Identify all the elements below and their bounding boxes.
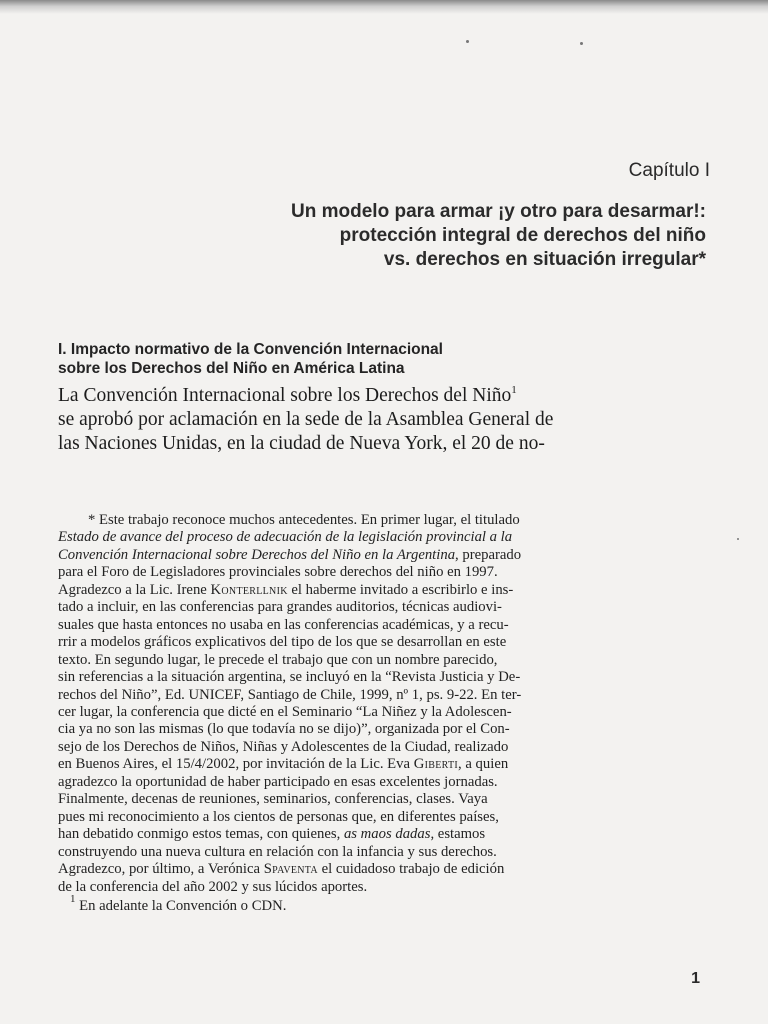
body-line: las Naciones Unidas, en la ciudad de Nueva York, el 20 de no- — [58, 433, 545, 454]
scan-speck — [580, 42, 583, 45]
scan-speck — [466, 40, 469, 43]
footnote-line: cer lugar, la conferencia que dicté en el Seminario “La Niñez y la Adolescen- — [58, 703, 512, 720]
footnote-line: tado a incluir, en las conferencias para grandes auditorios, técnicas audiovi- — [58, 599, 502, 616]
chapter-label: Capítulo I — [628, 160, 710, 181]
footnote-text: el cuidadoso trabajo de edición — [317, 861, 505, 878]
section-heading-line: sobre los Derechos del Niño en América Latina — [58, 360, 405, 377]
footnote-text: han debatido conmigo estos temas, con quienes, — [58, 826, 344, 843]
footnote-reference: 1 — [511, 384, 517, 396]
body-line — [58, 384, 718, 408]
title-line: vs. derechos en situación irregular* — [383, 249, 706, 270]
title-line: Un modelo para armar ¡y otro para desarmar!: — [291, 201, 706, 222]
footnote-text: , a quien — [458, 756, 509, 773]
section-heading — [58, 340, 698, 378]
scan-edge-shadow — [0, 0, 768, 14]
footnote-line: de la conferencia del año 2002 y sus lúcidos aportes. — [58, 878, 368, 895]
footnote-line: * Este trabajo reconoce muchos antecedentes. En primer lugar, el titulado — [88, 512, 520, 528]
body-line: se aprobó por aclamación en la sede de la Asamblea General de — [58, 409, 554, 430]
footnote-text: Agradezco, por último, a Verónica — [58, 861, 264, 878]
footnote-line: para el Foro de Legisladores provinciales sobre derechos del niño en 1997. — [58, 564, 498, 581]
footnote-line: pues mi reconocimiento a los cientos de personas que, en diferentes países, — [58, 808, 499, 825]
person-name: Giberti — [413, 756, 459, 773]
footnote-marker: 1 — [70, 892, 76, 905]
footnote-line: suales que hasta entonces no usaba en las conferencias académicas, y a recu- — [58, 616, 509, 633]
footnote-italic: Convención Internacional sobre Derechos del Niño en la Argentina — [58, 546, 456, 563]
footnote-line: cia ya no son las mismas (lo que todavía no se dijo)”, organizada por el Con- — [58, 721, 510, 738]
footnotes — [58, 512, 678, 915]
footnote-line — [58, 529, 678, 546]
footnote-line — [58, 547, 678, 564]
footnote-text: en Buenos Aires, el 15/4/2002, por invitación de la Lic. Eva — [58, 756, 414, 773]
footnote-line — [58, 756, 678, 773]
page-number: 1 — [691, 970, 700, 987]
footnote-1 — [58, 892, 678, 915]
chapter-title — [106, 200, 706, 272]
footnote-line: agradezco la oportunidad de haber participado en esas excelentes jornadas. — [58, 773, 498, 790]
footnote-line — [58, 582, 678, 599]
footnote-line: rechos del Niño”, Ed. UNICEF, Santiago de Chile, 1999, nº 1, ps. 9-22. En ter- — [58, 686, 522, 703]
footnote-line: rrir a modelos gráficos explicativos del tipo de los que se desarrollan en este — [58, 634, 507, 651]
footnote-line: sejo de los Derechos de Niños, Niñas y Adolescentes de la Ciudad, realizado — [58, 738, 509, 755]
footnote-line: sin referencias a la situación argentina, se incluyó en la “Revista Justicia y De- — [58, 669, 521, 686]
person-name: Konterllnik — [210, 581, 288, 598]
section-heading-line: I. Impacto normativo de la Convención Internacional — [58, 341, 443, 358]
footnote-line — [58, 861, 678, 878]
footnote-line: construyendo una nueva cultura en relación con la infancia y sus derechos. — [58, 843, 497, 860]
footnote-line: Finalmente, decenas de reuniones, seminarios, conferencias, clases. Vaya — [58, 791, 488, 808]
footnote-text: Agradezco a la Lic. Irene — [58, 581, 211, 598]
footnote-line — [58, 826, 678, 843]
footnote-text: , estamos — [430, 826, 486, 843]
title-line: protección integral de derechos del niño — [339, 225, 706, 246]
footnote-text: el haberme invitado a escribirlo e ins- — [287, 581, 514, 598]
body-paragraph — [58, 384, 718, 456]
scan-speck — [737, 538, 739, 540]
person-name: Spaventa — [263, 861, 318, 878]
body-line-text: La Convención Internacional sobre los Derechos del Niño — [58, 385, 512, 406]
footnote-italic: Estado de avance del proceso de adecuación de la legislación provincial a la — [58, 529, 513, 546]
footnote-text: En adelante la Convención o CDN. — [75, 897, 287, 914]
footnote-text: , preparado — [455, 546, 522, 563]
footnote-italic: as maos dadas — [343, 826, 431, 843]
footnote-line: texto. En segundo lugar, le precede el trabajo que con un nombre parecido, — [58, 651, 498, 668]
